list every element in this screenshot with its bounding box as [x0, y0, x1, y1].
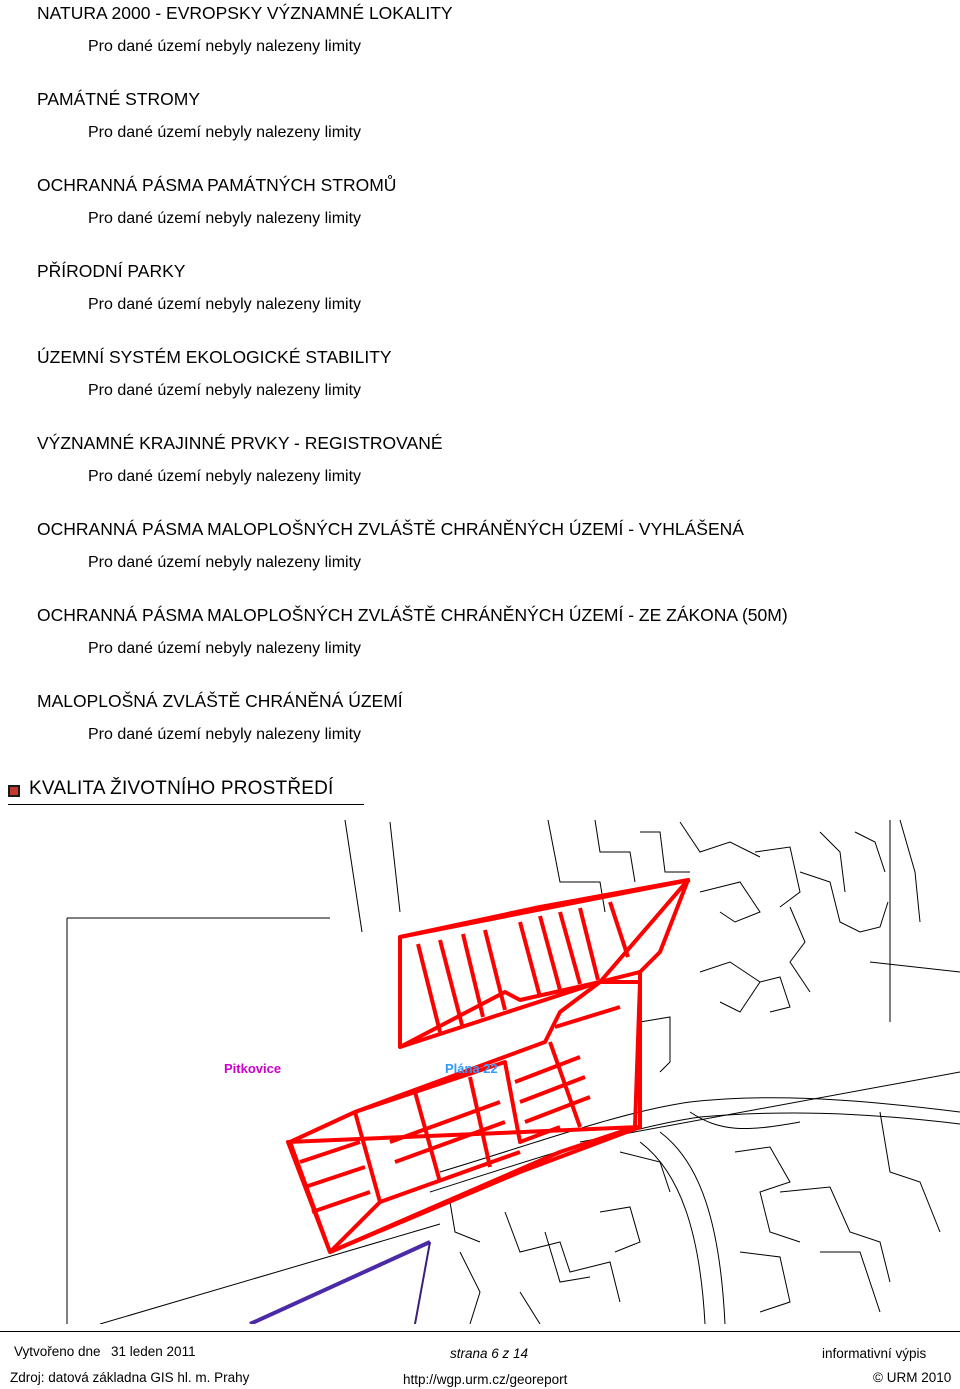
section-text: Pro dané území nebyly nalezeny limity: [88, 554, 362, 571]
section-title: OCHRANNÁ PÁSMA MALOPLOŠNÝCH ZVLÁŠTĚ CHRÁNĚNÝCH ÚZEMÍ - VYHLÁŠENÁ: [37, 519, 744, 539]
section-text: Pro dané území nebyly nalezeny limity: [88, 38, 362, 55]
boundary-line: [250, 1242, 430, 1324]
section-vkp: [37, 433, 443, 485]
footer-created-date: 31 leden 2011: [111, 1344, 196, 1359]
square-bullet-icon: [8, 785, 20, 797]
section-text: Pro dané území nebyly nalezeny limity: [88, 382, 362, 399]
section-title: VÝZNAMNÉ KRAJINNÉ PRVKY - REGISTROVANÉ: [37, 433, 443, 453]
section-title: MALOPLOŠNÁ ZVLÁŠTĚ CHRÁNĚNÁ ÚZEMÍ: [37, 691, 403, 711]
footer-url[interactable]: http://wgp.urm.cz/georeport: [403, 1372, 568, 1387]
section-title: OCHRANNÁ PÁSMA MALOPLOŠNÝCH ZVLÁŠTĚ CHRÁNĚNÝCH ÚZEMÍ - ZE ZÁKONA (50M): [37, 605, 788, 625]
boundary-line-dark: [415, 1242, 430, 1324]
footer-created-label: Vytvořeno dne: [14, 1344, 101, 1359]
section-mzchu-ze-zakona: [37, 605, 788, 657]
section-title: OCHRANNÁ PÁSMA PAMÁTNÝCH STROMŮ: [37, 175, 397, 195]
footer-doc-type: informativní výpis: [822, 1346, 927, 1361]
section-text: Pro dané území nebyly nalezeny limity: [88, 210, 362, 227]
section-mzchu-vyhlasena: [37, 519, 744, 571]
section-mzchu: [37, 691, 403, 743]
section-text: Pro dané území nebyly nalezeny limity: [88, 640, 362, 657]
section-pamatne-stromy: [37, 89, 362, 141]
section-text: Pro dané území nebyly nalezeny limity: [88, 468, 362, 485]
map-label-pitkovice: Pitkovice: [224, 1061, 282, 1076]
section-uses: [37, 347, 392, 399]
section-text: Pro dané území nebyly nalezeny limity: [88, 726, 362, 743]
section-ochranna-pasma-stromu: [37, 175, 397, 227]
section-prirodni-parky: [37, 261, 362, 313]
section-title: ÚZEMNÍ SYSTÉM EKOLOGICKÉ STABILITY: [37, 347, 392, 367]
footer-page-info: strana 6 z 14: [450, 1346, 529, 1361]
kvalita-title: KVALITA ŽIVOTNÍHO PROSTŘEDÍ: [29, 778, 334, 799]
map-image: [0, 812, 960, 1324]
kvalita-heading: [8, 778, 364, 805]
map-label-plana: Plána 22: [445, 1061, 498, 1076]
section-title: PŘÍRODNÍ PARKY: [37, 261, 186, 281]
footer-copyright: © URM 2010: [873, 1370, 952, 1385]
footer-divider: [0, 1331, 960, 1332]
footer-source: Zdroj: datová základna GIS hl. m. Prahy: [10, 1370, 250, 1385]
section-text: Pro dané území nebyly nalezeny limity: [88, 296, 362, 313]
section-title: PAMÁTNÉ STROMY: [37, 89, 201, 109]
map-background-lines: [67, 820, 960, 1324]
section-natura2000: [37, 3, 453, 55]
section-text: Pro dané území nebyly nalezeny limity: [88, 124, 362, 141]
section-title: NATURA 2000 - EVROPSKY VÝZNAMNÉ LOKALITY: [37, 3, 453, 23]
